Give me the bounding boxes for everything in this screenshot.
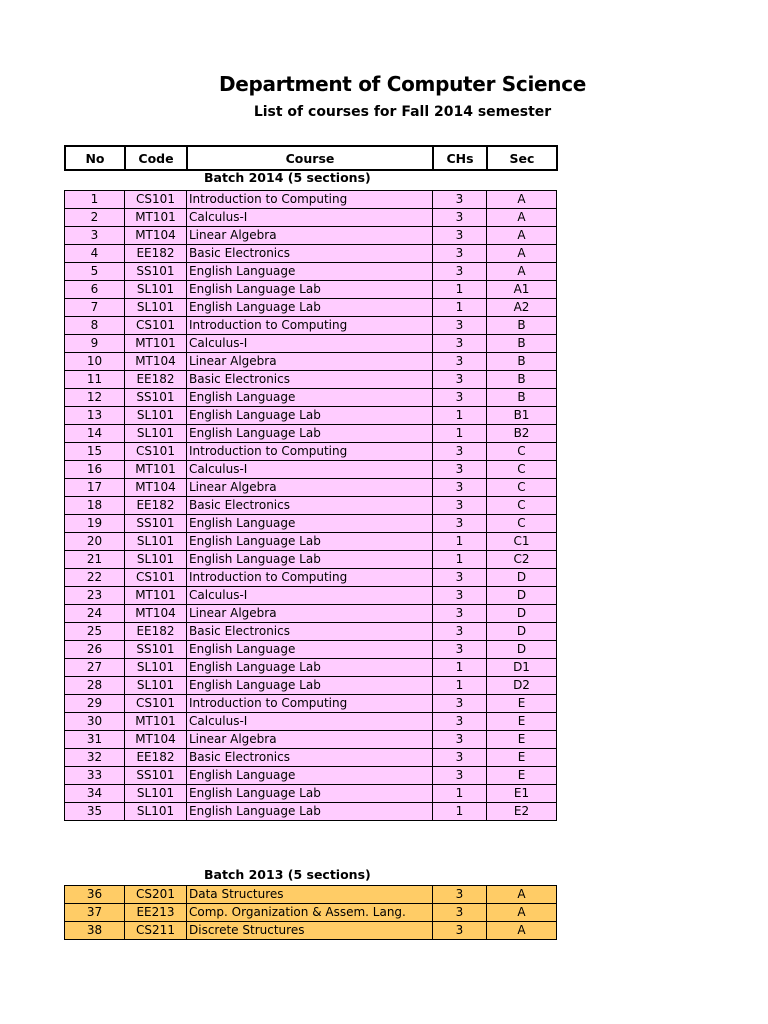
cell-chs: 3 xyxy=(433,586,487,604)
cell-code: CS201 xyxy=(125,886,187,904)
table-row xyxy=(65,922,557,940)
cell-course: Basic Electronics xyxy=(187,370,433,388)
cell-sec: A xyxy=(487,262,557,280)
table-row xyxy=(65,190,557,208)
cell-course: English Language Lab xyxy=(187,802,433,820)
cell-chs: 3 xyxy=(433,226,487,244)
cell-no: 11 xyxy=(65,370,125,388)
cell-chs: 3 xyxy=(433,748,487,766)
cell-code: EE182 xyxy=(125,496,187,514)
table-row xyxy=(65,478,557,496)
cell-course: English Language Lab xyxy=(187,550,433,568)
cell-sec: C xyxy=(487,478,557,496)
cell-code: CS101 xyxy=(125,190,187,208)
cell-chs: 3 xyxy=(433,190,487,208)
cell-no: 29 xyxy=(65,694,125,712)
cell-sec: A xyxy=(487,208,557,226)
cell-chs: 3 xyxy=(433,460,487,478)
cell-no: 19 xyxy=(65,514,125,532)
page-title: Department of Computer Science xyxy=(218,72,587,96)
cell-course: Linear Algebra xyxy=(187,352,433,370)
cell-chs: 1 xyxy=(433,784,487,802)
table-row xyxy=(65,658,557,676)
cell-course: Comp. Organization & Assem. Lang. xyxy=(187,904,433,922)
cell-code: SS101 xyxy=(125,514,187,532)
cell-code: MT101 xyxy=(125,712,187,730)
table-row xyxy=(65,298,557,316)
table-row xyxy=(65,406,557,424)
cell-course: Introduction to Computing xyxy=(187,316,433,334)
cell-no: 4 xyxy=(65,244,125,262)
cell-sec: E xyxy=(487,766,557,784)
header-table xyxy=(64,145,558,171)
cell-sec: E xyxy=(487,694,557,712)
cell-sec: C1 xyxy=(487,532,557,550)
header-no: No xyxy=(65,146,125,170)
cell-course: English Language Lab xyxy=(187,280,433,298)
cell-sec: E xyxy=(487,712,557,730)
cell-no: 28 xyxy=(65,676,125,694)
table-row xyxy=(65,226,557,244)
page-subtitle: List of courses for Fall 2014 semester xyxy=(253,104,552,120)
cell-sec: B xyxy=(487,316,557,334)
cell-course: Discrete Structures xyxy=(187,922,433,940)
cell-no: 17 xyxy=(65,478,125,496)
cell-code: MT104 xyxy=(125,604,187,622)
cell-code: SL101 xyxy=(125,658,187,676)
cell-course: English Language xyxy=(187,262,433,280)
cell-chs: 3 xyxy=(433,694,487,712)
cell-no: 38 xyxy=(65,922,125,940)
cell-no: 18 xyxy=(65,496,125,514)
cell-code: MT104 xyxy=(125,478,187,496)
cell-chs: 3 xyxy=(433,244,487,262)
cell-code: SS101 xyxy=(125,766,187,784)
cell-sec: A xyxy=(487,244,557,262)
cell-course: Linear Algebra xyxy=(187,730,433,748)
table-row xyxy=(65,712,557,730)
cell-sec: A2 xyxy=(487,298,557,316)
cell-sec: D xyxy=(487,622,557,640)
cell-course: English Language Lab xyxy=(187,676,433,694)
table-row xyxy=(65,766,557,784)
cell-no: 20 xyxy=(65,532,125,550)
table-row xyxy=(65,424,557,442)
cell-sec: C xyxy=(487,514,557,532)
cell-course: Introduction to Computing xyxy=(187,190,433,208)
cell-sec: A1 xyxy=(487,280,557,298)
cell-chs: 1 xyxy=(433,406,487,424)
cell-sec: E1 xyxy=(487,784,557,802)
cell-chs: 3 xyxy=(433,904,487,922)
batch-2013-table xyxy=(64,885,557,940)
table-row xyxy=(65,604,557,622)
cell-code: SS101 xyxy=(125,640,187,658)
cell-no: 9 xyxy=(65,334,125,352)
table-row xyxy=(65,208,557,226)
batch-2013-label: Batch 2013 (5 sections) xyxy=(204,867,371,882)
cell-code: CS211 xyxy=(125,922,187,940)
header-sec: Sec xyxy=(487,146,557,170)
cell-no: 22 xyxy=(65,568,125,586)
table-row xyxy=(65,388,557,406)
cell-chs: 3 xyxy=(433,886,487,904)
table-row xyxy=(65,586,557,604)
cell-sec: A xyxy=(487,904,557,922)
cell-course: Basic Electronics xyxy=(187,496,433,514)
cell-chs: 3 xyxy=(433,712,487,730)
cell-chs: 3 xyxy=(433,514,487,532)
table-row xyxy=(65,676,557,694)
table-row xyxy=(65,532,557,550)
cell-sec: B xyxy=(487,370,557,388)
cell-no: 13 xyxy=(65,406,125,424)
table-row xyxy=(65,622,557,640)
cell-course: Introduction to Computing xyxy=(187,568,433,586)
cell-sec: D xyxy=(487,568,557,586)
cell-course: English Language Lab xyxy=(187,298,433,316)
cell-chs: 3 xyxy=(433,640,487,658)
cell-no: 15 xyxy=(65,442,125,460)
cell-sec: B xyxy=(487,334,557,352)
cell-code: MT101 xyxy=(125,586,187,604)
cell-sec: C xyxy=(487,496,557,514)
cell-chs: 3 xyxy=(433,604,487,622)
cell-sec: D xyxy=(487,586,557,604)
header-chs: CHs xyxy=(433,146,487,170)
cell-no: 24 xyxy=(65,604,125,622)
cell-no: 31 xyxy=(65,730,125,748)
cell-no: 16 xyxy=(65,460,125,478)
cell-code: SS101 xyxy=(125,388,187,406)
cell-course: English Language xyxy=(187,388,433,406)
cell-course: Linear Algebra xyxy=(187,478,433,496)
cell-sec: A xyxy=(487,190,557,208)
cell-course: English Language xyxy=(187,514,433,532)
cell-sec: A xyxy=(487,886,557,904)
cell-course: Data Structures xyxy=(187,886,433,904)
cell-code: EE182 xyxy=(125,622,187,640)
cell-code: MT104 xyxy=(125,730,187,748)
cell-no: 25 xyxy=(65,622,125,640)
table-row xyxy=(65,748,557,766)
table-row xyxy=(65,886,557,904)
table-row xyxy=(65,640,557,658)
table-row xyxy=(65,550,557,568)
cell-chs: 1 xyxy=(433,550,487,568)
cell-course: English Language Lab xyxy=(187,424,433,442)
cell-sec: C xyxy=(487,442,557,460)
table-row xyxy=(65,262,557,280)
cell-no: 3 xyxy=(65,226,125,244)
cell-code: SL101 xyxy=(125,784,187,802)
cell-sec: B xyxy=(487,388,557,406)
cell-sec: D2 xyxy=(487,676,557,694)
table-row xyxy=(65,280,557,298)
cell-chs: 3 xyxy=(433,262,487,280)
table-row xyxy=(65,730,557,748)
cell-code: EE182 xyxy=(125,748,187,766)
cell-course: English Language xyxy=(187,766,433,784)
batch-2014-label: Batch 2014 (5 sections) xyxy=(204,170,371,185)
table-row xyxy=(65,802,557,820)
cell-course: Calculus-I xyxy=(187,586,433,604)
header-course: Course xyxy=(187,146,433,170)
cell-course: Linear Algebra xyxy=(187,226,433,244)
cell-course: Introduction to Computing xyxy=(187,694,433,712)
cell-no: 14 xyxy=(65,424,125,442)
cell-code: MT101 xyxy=(125,460,187,478)
cell-code: CS101 xyxy=(125,568,187,586)
cell-chs: 3 xyxy=(433,208,487,226)
cell-sec: D xyxy=(487,604,557,622)
cell-course: English Language Lab xyxy=(187,406,433,424)
cell-code: SL101 xyxy=(125,406,187,424)
table-row xyxy=(65,244,557,262)
cell-no: 34 xyxy=(65,784,125,802)
cell-sec: B2 xyxy=(487,424,557,442)
cell-no: 23 xyxy=(65,586,125,604)
cell-no: 32 xyxy=(65,748,125,766)
cell-chs: 3 xyxy=(433,922,487,940)
cell-course: English Language Lab xyxy=(187,658,433,676)
cell-code: EE213 xyxy=(125,904,187,922)
cell-course: English Language Lab xyxy=(187,532,433,550)
table-row xyxy=(65,442,557,460)
cell-code: EE182 xyxy=(125,244,187,262)
cell-chs: 1 xyxy=(433,676,487,694)
cell-chs: 1 xyxy=(433,298,487,316)
cell-chs: 3 xyxy=(433,388,487,406)
header-row xyxy=(65,146,557,170)
cell-course: Linear Algebra xyxy=(187,604,433,622)
cell-code: SL101 xyxy=(125,676,187,694)
cell-code: MT101 xyxy=(125,208,187,226)
cell-chs: 3 xyxy=(433,370,487,388)
cell-course: English Language Lab xyxy=(187,784,433,802)
cell-chs: 3 xyxy=(433,352,487,370)
cell-code: EE182 xyxy=(125,370,187,388)
cell-chs: 3 xyxy=(433,568,487,586)
table-row xyxy=(65,460,557,478)
cell-code: SL101 xyxy=(125,802,187,820)
cell-course: Calculus-I xyxy=(187,334,433,352)
cell-chs: 1 xyxy=(433,532,487,550)
cell-code: SL101 xyxy=(125,298,187,316)
cell-chs: 3 xyxy=(433,442,487,460)
cell-code: MT104 xyxy=(125,352,187,370)
cell-course: Calculus-I xyxy=(187,460,433,478)
table-row xyxy=(65,514,557,532)
cell-sec: A xyxy=(487,922,557,940)
cell-code: MT101 xyxy=(125,334,187,352)
cell-sec: E xyxy=(487,730,557,748)
cell-sec: B xyxy=(487,352,557,370)
cell-chs: 3 xyxy=(433,766,487,784)
cell-course: Calculus-I xyxy=(187,208,433,226)
cell-code: SS101 xyxy=(125,262,187,280)
cell-code: CS101 xyxy=(125,316,187,334)
cell-no: 8 xyxy=(65,316,125,334)
cell-no: 37 xyxy=(65,904,125,922)
cell-no: 12 xyxy=(65,388,125,406)
cell-no: 36 xyxy=(65,886,125,904)
cell-chs: 3 xyxy=(433,496,487,514)
cell-code: MT104 xyxy=(125,226,187,244)
cell-code: SL101 xyxy=(125,550,187,568)
cell-course: Introduction to Computing xyxy=(187,442,433,460)
cell-code: CS101 xyxy=(125,442,187,460)
cell-course: English Language xyxy=(187,640,433,658)
cell-chs: 1 xyxy=(433,424,487,442)
table-row xyxy=(65,370,557,388)
cell-code: SL101 xyxy=(125,532,187,550)
cell-chs: 3 xyxy=(433,334,487,352)
batch-2014-table xyxy=(64,190,557,821)
cell-chs: 3 xyxy=(433,316,487,334)
cell-no: 35 xyxy=(65,802,125,820)
cell-no: 6 xyxy=(65,280,125,298)
cell-no: 5 xyxy=(65,262,125,280)
table-row xyxy=(65,352,557,370)
table-row xyxy=(65,316,557,334)
table-row xyxy=(65,568,557,586)
cell-sec: D1 xyxy=(487,658,557,676)
cell-sec: C xyxy=(487,460,557,478)
cell-chs: 3 xyxy=(433,622,487,640)
cell-code: SL101 xyxy=(125,424,187,442)
cell-no: 26 xyxy=(65,640,125,658)
cell-no: 10 xyxy=(65,352,125,370)
cell-no: 21 xyxy=(65,550,125,568)
cell-sec: C2 xyxy=(487,550,557,568)
cell-no: 1 xyxy=(65,190,125,208)
cell-course: Basic Electronics xyxy=(187,244,433,262)
table-row xyxy=(65,694,557,712)
cell-no: 27 xyxy=(65,658,125,676)
cell-no: 30 xyxy=(65,712,125,730)
table-row xyxy=(65,496,557,514)
header-code: Code xyxy=(125,146,187,170)
table-row xyxy=(65,334,557,352)
cell-no: 2 xyxy=(65,208,125,226)
cell-sec: E xyxy=(487,748,557,766)
cell-sec: A xyxy=(487,226,557,244)
table-row xyxy=(65,904,557,922)
cell-chs: 1 xyxy=(433,658,487,676)
cell-chs: 3 xyxy=(433,478,487,496)
cell-sec: B1 xyxy=(487,406,557,424)
cell-chs: 3 xyxy=(433,730,487,748)
cell-course: Basic Electronics xyxy=(187,748,433,766)
cell-sec: E2 xyxy=(487,802,557,820)
cell-course: Basic Electronics xyxy=(187,622,433,640)
cell-chs: 1 xyxy=(433,280,487,298)
cell-code: SL101 xyxy=(125,280,187,298)
cell-course: Calculus-I xyxy=(187,712,433,730)
table-row xyxy=(65,784,557,802)
cell-sec: D xyxy=(487,640,557,658)
cell-chs: 1 xyxy=(433,802,487,820)
cell-code: CS101 xyxy=(125,694,187,712)
cell-no: 7 xyxy=(65,298,125,316)
cell-no: 33 xyxy=(65,766,125,784)
